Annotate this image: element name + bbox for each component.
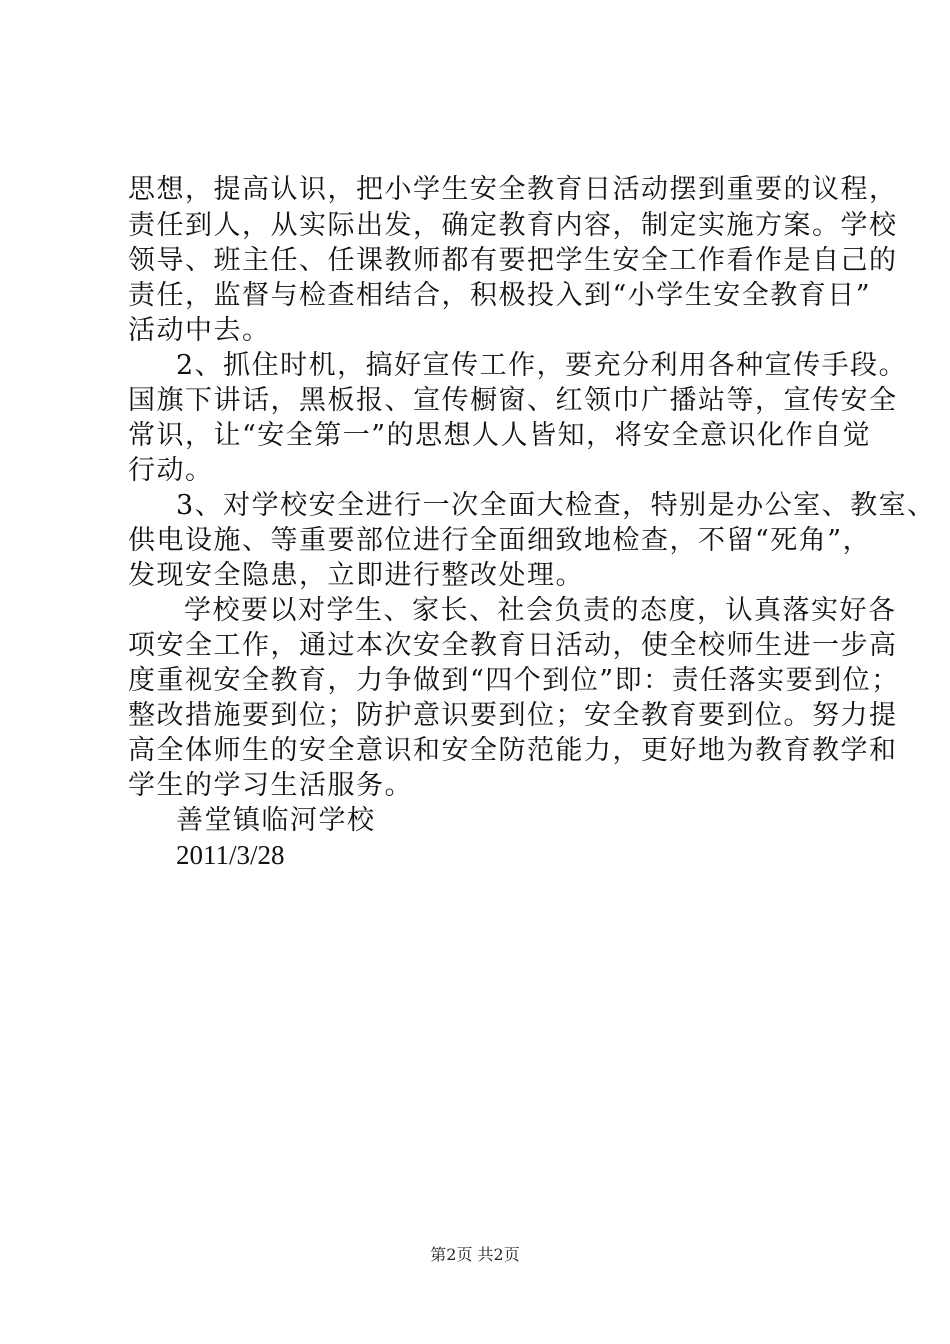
body-text-line: 思想，提高认识，把小学生安全教育日活动摆到重要的议程， (128, 174, 898, 205)
body-text-line: 学生的学习生活服务。 (128, 770, 413, 801)
signature: 善堂镇临河学校 (176, 805, 376, 836)
paragraph-item-3-start: 3、对学校安全进行一次全面大检查，特别是办公室、教室、 (176, 490, 936, 521)
body-text-line: 活动中去。 (128, 315, 271, 346)
body-text-line: 整改措施要到位；防护意识要到位；安全教育要到位。努力提 (128, 700, 898, 731)
body-text-line: 行动。 (128, 455, 214, 486)
paragraph-conclusion-start: 学校要以对学生、家长、社会负责的态度，认真落实好各 (184, 595, 897, 626)
page-footer: 第2页 共2页 (430, 1245, 520, 1264)
paragraph-item-2-start: 2、抓住时机，搞好宣传工作，要充分利用各种宣传手段。 (176, 350, 908, 381)
body-text-line: 责任到人，从实际出发，确定教育内容，制定实施方案。学校 (128, 210, 898, 241)
body-text-line: 发现安全隐患，立即进行整改处理。 (128, 560, 584, 591)
document-date: 2011/3/28 (176, 840, 285, 870)
body-text-line: 高全体师生的安全意识和安全防范能力，更好地为教育教学和 (128, 735, 898, 766)
body-text-line: 项安全工作，通过本次安全教育日活动，使全校师生进一步高 (128, 630, 898, 661)
body-text-line: 国旗下讲话，黑板报、宣传橱窗、红领巾广播站等，宣传安全 (128, 385, 898, 416)
body-text-line: 领导、班主任、任课教师都有要把学生安全工作看作是自己的 (128, 245, 898, 276)
body-text-line: 度重视安全教育，力争做到“四个到位”即：责任落实要到位； (128, 665, 900, 696)
body-text-line: 常识，让“安全第一”的思想人人皆知，将安全意识化作自觉 (128, 420, 872, 451)
body-text-line: 供电设施、等重要部位进行全面细致地检查，不留“死角”， (128, 525, 872, 556)
body-text-line: 责任，监督与检查相结合，积极投入到“小学生安全教育日” (128, 280, 872, 311)
